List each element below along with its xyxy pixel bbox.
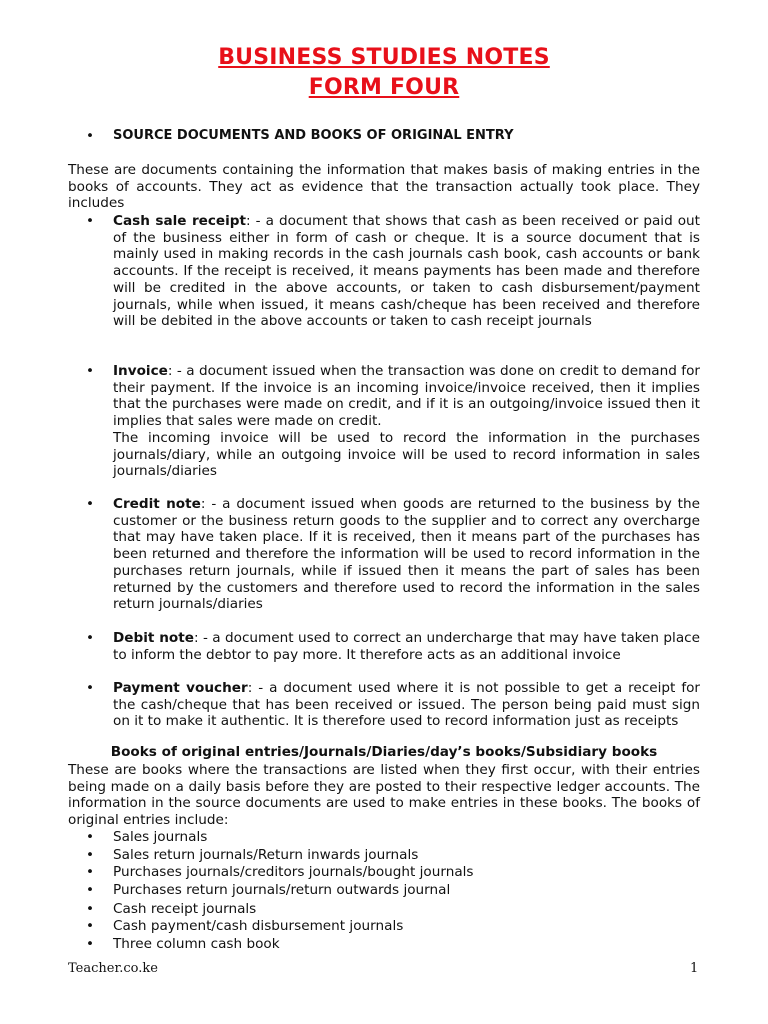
page-number: 1 <box>690 961 699 976</box>
source-doc-payment-voucher <box>113 680 700 730</box>
book-list-item: Cash receipt journals <box>113 901 257 917</box>
section-heading: SOURCE DOCUMENTS AND BOOKS OF ORIGINAL ENTRY <box>113 128 514 143</box>
term-description: : - a document issued when the transaction was done on credit to demand for their payment. If the invoice is an incoming invoice/invoice received, then it implies that the purchases were made on credit, and if it is an outgoing/invoice issued then it implies that sales were made on credit. <box>113 363 700 430</box>
book-list-item: Purchases journals/creditors journals/bought journals <box>113 864 474 880</box>
term-description: : - a document used to correct an undercharge that may have taken place to inform the debtor to pay more. It therefore acts as an additional invoice <box>113 630 701 663</box>
term-description: : - a document issued when goods are returned to the business by the customer or the business return goods to the supplier and to correct any overcharge that may have taken place. If it is received, then it means part of the purchases has been returned and therefore the information will be used to record information in the purchases return journals, while if issued then it means the part of sales has been returned by the customers and therefore used to record the information in the sales return journals/diaries <box>113 496 700 613</box>
bullet-icon: • <box>86 847 95 863</box>
source-doc-cash-sale-receipt <box>113 213 700 330</box>
term-label: Credit note <box>113 496 201 512</box>
bullet-icon: • <box>86 901 95 917</box>
books-heading: Books of original entries/Journals/Diaries/day’s books/Subsidiary books <box>110 744 658 760</box>
book-list-item: Cash payment/cash disbursement journals <box>113 918 404 934</box>
bullet-icon: • <box>86 213 95 229</box>
source-doc-debit-note <box>113 630 700 663</box>
term-label: Cash sale receipt <box>113 213 247 229</box>
term-description: : - a document used where it is not possible to get a receipt for the cash/cheque that has been received or issued. The person being paid must sign on it to make it authentic. It is therefore used to record information just as receipts <box>113 680 701 730</box>
term-description: : - a document that shows that cash as been received or paid out of the business either in form of cash or cheque. It is a source document that is mainly used in making records in the cash journals cash book, cash accounts or bank accounts. If the receipt is received, it means payments has been made and therefore will be credited in the above accounts, or taken to cash disbursement/payment journals, while when issued, it means cash/cheque has been received and therefore will be debited in the above accounts or taken to cash receipt journals <box>113 213 700 330</box>
bullet-icon: • <box>86 630 95 646</box>
term-label: Invoice <box>113 363 168 379</box>
book-list-item: Purchases return journals/return outwards journal <box>113 882 451 898</box>
bullet-icon: • <box>86 496 95 512</box>
bullet-icon: • <box>86 680 95 696</box>
term-label: Payment voucher <box>113 680 248 696</box>
footer-source: Teacher.co.ke <box>68 961 158 976</box>
book-list-item: Sales journals <box>113 829 208 845</box>
source-doc-invoice <box>113 363 700 480</box>
bullet-icon: • <box>86 936 95 952</box>
document-subtitle: FORM FOUR <box>308 75 460 100</box>
bullet-icon: • <box>86 128 95 144</box>
bullet-icon: • <box>86 918 95 934</box>
term-label: Debit note <box>113 630 194 646</box>
source-doc-credit-note <box>113 496 700 613</box>
document-title: BUSINESS STUDIES NOTES <box>218 45 550 70</box>
bullet-icon: • <box>86 363 95 379</box>
term-description-continued: The incoming invoice will be used to record the information in the purchases journals/diary, while an outgoing invoice will be used to record information in sales journals/diaries <box>113 429 700 480</box>
books-intro-paragraph: These are books where the transactions are listed when they first occur, with their entries being made on a daily basis before they are posted to their respective ledger accounts. The information in the source documents are used to make entries in these books. The books of original entries include: <box>68 762 700 829</box>
bullet-icon: • <box>86 829 95 845</box>
book-list-item: Sales return journals/Return inwards journals <box>113 847 419 863</box>
intro-paragraph: These are documents containing the information that makes basis of making entries in the books of accounts. They act as evidence that the transaction actually took place. They includes <box>68 162 700 212</box>
bullet-icon: • <box>86 864 95 880</box>
book-list-item: Three column cash book <box>113 936 280 952</box>
bullet-icon: • <box>86 882 95 898</box>
